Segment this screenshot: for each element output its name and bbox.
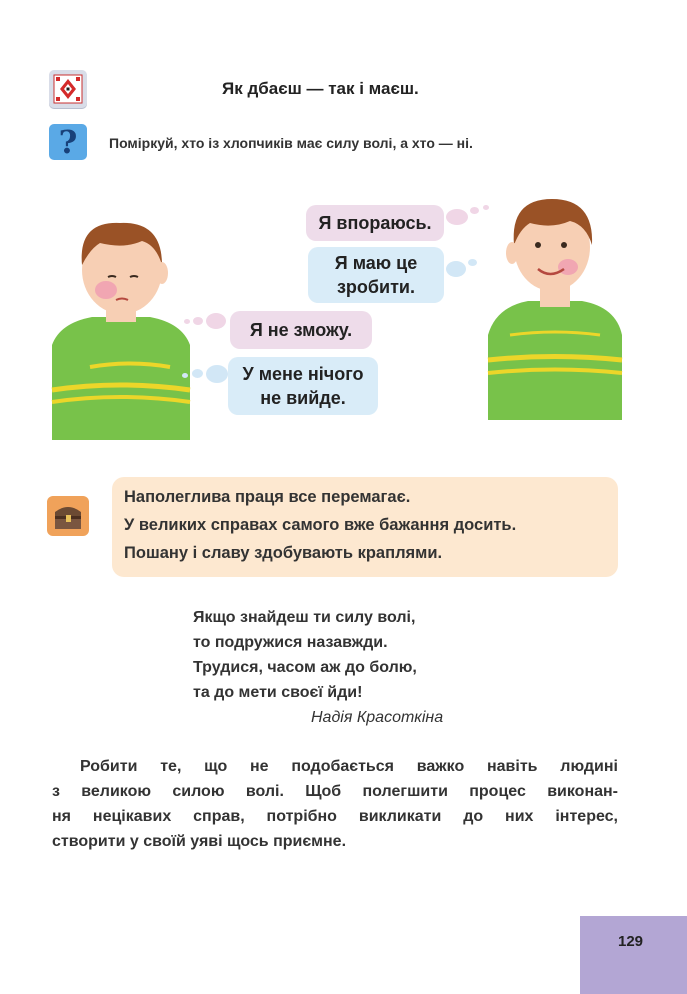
saying-line: Пошану і славу здобувають краплями. xyxy=(124,544,443,562)
boys-illustration xyxy=(0,185,687,460)
doubtful-boy-figure xyxy=(30,185,220,460)
bubble-text: не вийде. xyxy=(260,388,346,408)
speech-bubble-confident-2 xyxy=(308,247,444,303)
page-number-tab xyxy=(580,916,687,994)
thought-dot xyxy=(483,205,489,210)
poem-line: то подружися назавжди. xyxy=(193,634,388,651)
poem-line: Якщо знайдеш ти силу волі, xyxy=(193,609,416,626)
thought-dot xyxy=(182,373,188,378)
speech-bubble-confident-1 xyxy=(306,205,444,241)
thought-dot xyxy=(470,207,479,214)
question-text: Поміркуй, хто із хлопчиків має силу волі, а хто — ні. xyxy=(109,135,473,151)
paragraph-line: ня нецікавих справ, потрібно викликати до них інтерес, xyxy=(52,808,618,825)
bubble-text: У мене нічого xyxy=(242,364,364,384)
thought-dot xyxy=(206,365,228,383)
thought-dot xyxy=(193,317,203,325)
thought-dot xyxy=(184,319,190,324)
thought-dot xyxy=(446,209,468,225)
saying-line: Наполеглива праця все перемагає. xyxy=(124,488,411,506)
thought-dot xyxy=(206,313,226,329)
poem-author: Надія Красоткіна xyxy=(311,709,444,726)
thought-dot xyxy=(468,259,477,266)
thought-dot xyxy=(192,369,203,378)
bubble-text: зробити. xyxy=(336,277,415,297)
paragraph-line: з великою силою волі. Щоб полегшити процес виконан- xyxy=(52,783,618,800)
saying-line: У великих справах самого вже бажання досить. xyxy=(124,516,517,534)
speech-bubble-doubtful-1 xyxy=(230,311,372,349)
bubble-text: Я не зможу. xyxy=(249,320,353,340)
treasure-chest-icon xyxy=(47,496,89,536)
poem-line: Трудися, часом аж до болю, xyxy=(193,659,417,676)
bubble-text: Я впораюсь. xyxy=(318,213,432,233)
confident-boy-figure xyxy=(470,185,640,460)
thought-dot xyxy=(446,261,466,277)
speech-bubble-doubtful-2 xyxy=(228,357,378,415)
proverb-text: Як дбаєш — так і маєш. xyxy=(222,79,419,98)
bubble-text: Я маю це xyxy=(334,253,418,273)
embroidery-pattern-icon xyxy=(49,70,87,108)
paragraph-line: Робити те, що не подобається важко навіть людині xyxy=(80,758,618,775)
poem-line: та до мети своєї йди! xyxy=(193,684,363,701)
page-number: 129 xyxy=(618,933,644,950)
paragraph-line: створити у своїй уяві щось приємне. xyxy=(52,833,347,850)
question-mark-icon: ? xyxy=(49,124,87,160)
